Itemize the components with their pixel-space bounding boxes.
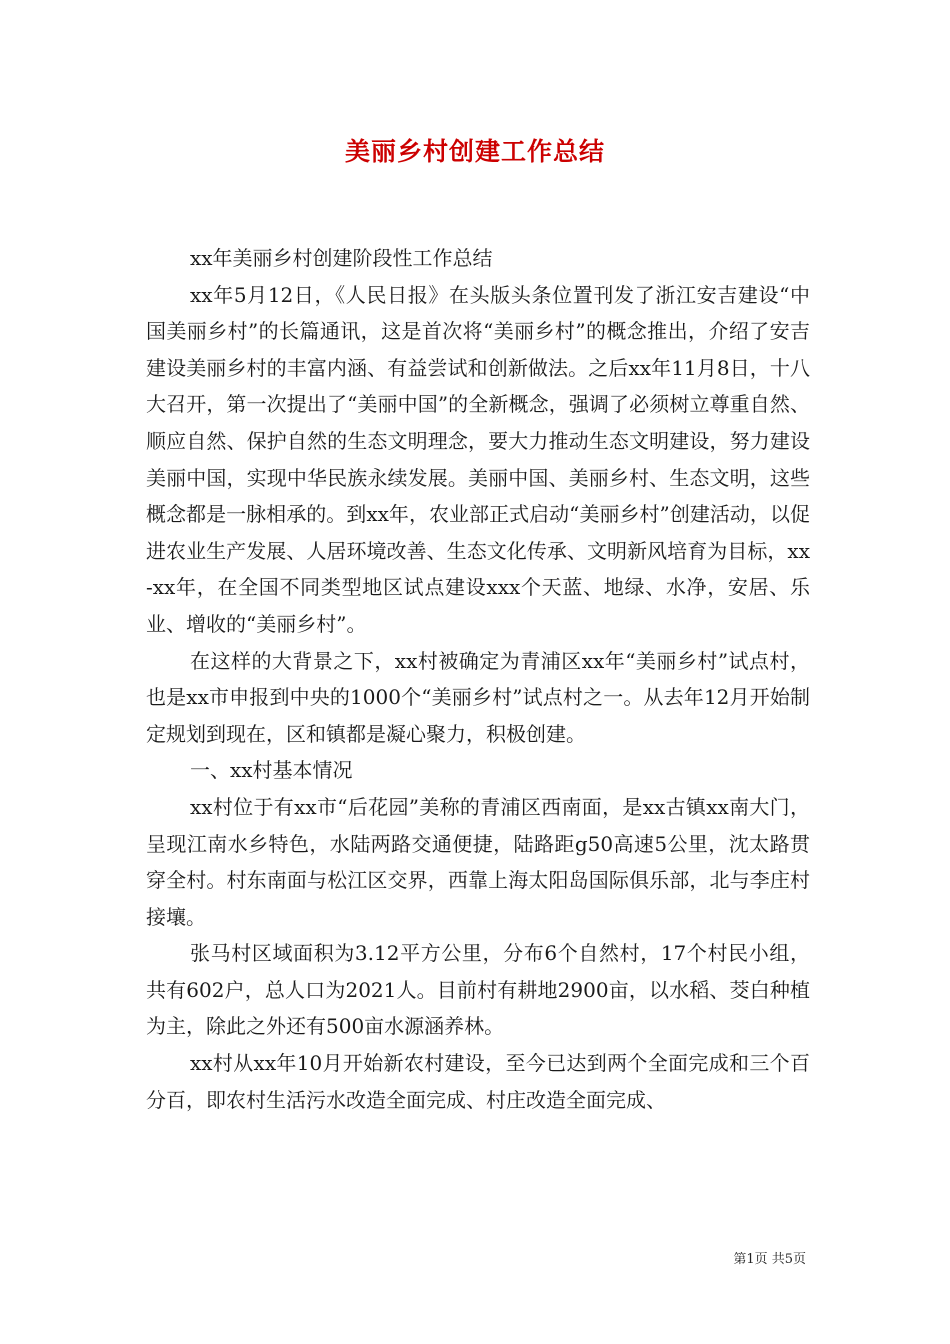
document-body [146,240,810,1118]
document-title: 美丽乡村创建工作总结 [344,137,605,166]
subtitle-paragraph: xx年美丽乡村创建阶段性工作总结 [190,246,493,270]
paragraph-area-population: 张马村区域面积为3.12平方公里，分布6个自然村，17个村民小组，共有602户，总人口为2021人。目前村有耕地2900亩，以水稻、茭白种植为主，除此之外还有500亩水源涵养林。 [146,941,810,1039]
page-number: 第1页 共5页 [733,1252,806,1267]
section-heading-basic-info: 一、xx村基本情况 [190,758,353,783]
paragraph-location: xx村位于有xx市“后花园”美称的青浦区西南面，是xx古镇xx南大门，呈现江南水乡特色，水陆两路交通便捷，陆路距g50高速5公里，沈太路贯穿全村。村东南面与松江区交界，西靠上海太阳岛国际俱乐部，北与李庄村接壤。 [146,794,810,929]
paragraph-background: xx年5月12日，《人民日报》在头版头条位置刊发了浙江安吉建设“中国美丽乡村”的长篇通讯，这是首次将“美丽乡村”的概念推出，介绍了安吉建设美丽乡村的丰富内涵、有益尝试和创新做法。之后xx年11月8日，十八大召开，第一次提出了“美丽中国”的全新概念，强调了必须树立尊重自然、顺应自然、保护自然的生态文明理念，要大力推动生态文明建设，努力建设美丽中国，实现中华民族永续发展。美丽中国、美丽乡村、生态文明，这些概念都是一脉相承的。到xx年，农业部正式启动“美丽乡村”创建活动，以促进农业生产发展、人居环境改善、生态文化传承、文明新风培育为目标，xx-xx年，在全国不同类型地区试点建设xxx个天蓝、地绿、水净，安居、乐业、增收的“美丽乡村”。 [146,282,810,636]
paragraph-pilot-village: 在这样的大背景之下，xx村被确定为青浦区xx年“美丽乡村”试点村，也是xx市申报到中央的1000个“美丽乡村”试点村之一。从去年12月开始制定规划到现在，区和镇都是凝心聚力，积极创建。 [146,648,810,746]
paragraph-construction: xx村从xx年10月开始新农村建设，至今已达到两个全面完成和三个百分百，即农村生活污水改造全面完成、村庄改造全面完成、 [146,1051,810,1112]
